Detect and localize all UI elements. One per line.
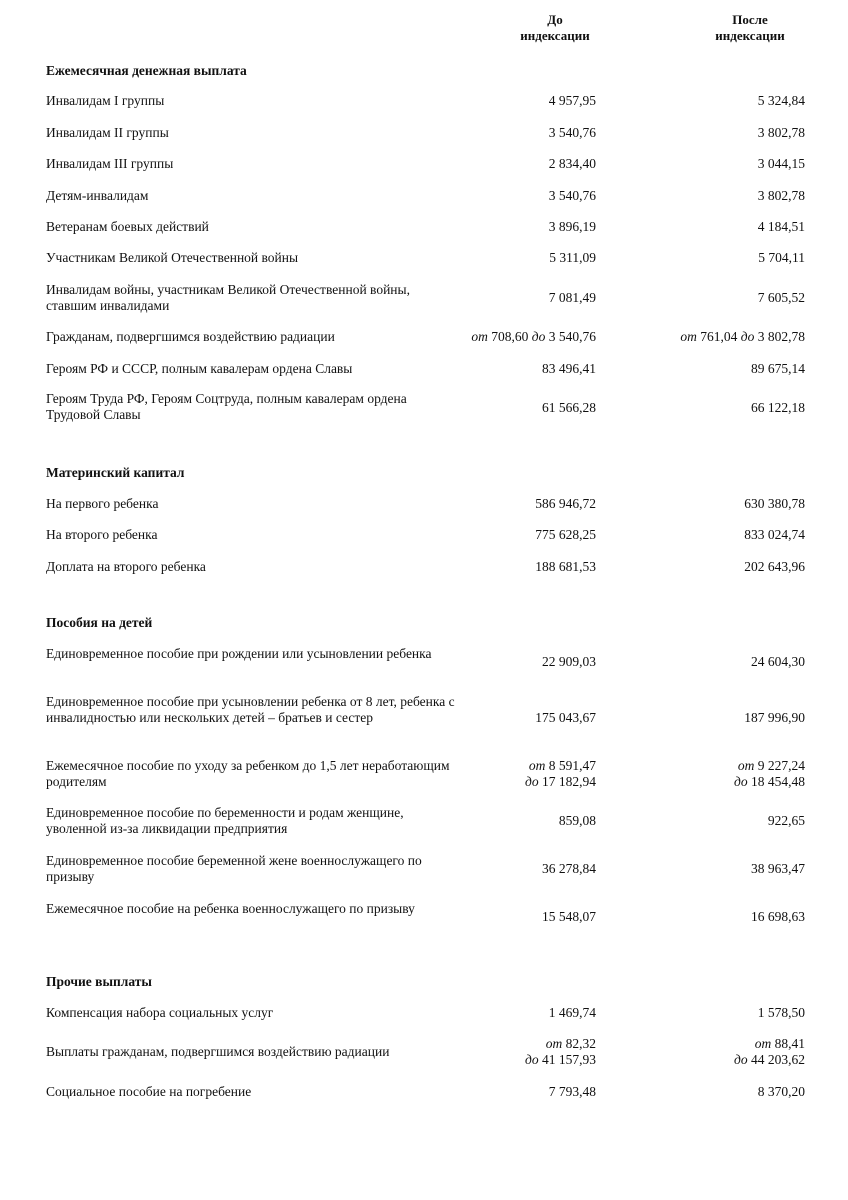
range-to-word: до — [525, 774, 539, 789]
value-before-range — [471, 329, 596, 345]
range-from-value: 708,60 — [491, 329, 529, 344]
row-label: Единовременное пособие по беременности и родам женщине, уволенной из-за ликвидации предприятия — [46, 805, 404, 836]
value-after: 3 802,78 — [757, 125, 805, 140]
value-before: 4 957,95 — [548, 93, 596, 108]
value-after: 187 996,90 — [744, 710, 805, 725]
value-before: 61 566,28 — [542, 400, 596, 415]
range-to-word: до — [734, 774, 748, 789]
value-before: 775 628,25 — [535, 527, 596, 542]
column-header-before-text: До индексации — [520, 12, 590, 43]
row-label: На второго ребенка — [46, 527, 158, 542]
row-label: Героям Труда РФ, Героям Соцтруда, полным кавалерам ордена Трудовой Славы — [46, 391, 407, 422]
range-to-value: 41 157,93 — [542, 1052, 596, 1067]
range-to-value: 44 203,62 — [751, 1052, 805, 1067]
row-label: Героям РФ и СССР, полным кавалерам ордена Славы — [46, 361, 353, 376]
range-from-word: от — [754, 1036, 772, 1051]
value-before: 3 896,19 — [548, 219, 596, 234]
row-label: Ежемесячное пособие по уходу за ребенком до 1,5 лет неработающим родителям — [46, 758, 450, 789]
value-before: 36 278,84 — [542, 861, 596, 876]
value-before: 586 946,72 — [535, 496, 596, 511]
value-after: 630 380,78 — [744, 496, 805, 511]
row-label: Единовременное пособие беременной жене военнослужащего по призыву — [46, 853, 422, 884]
row-label: Единовременное пособие при рождении или усыновлении ребенка — [46, 646, 432, 661]
range-to-value: 3 540,76 — [548, 329, 596, 344]
row-label: Единовременное пособие при усыновлении ребенка от 8 лет, ребенка с инвалидностью или нескольких детей – братьев и сестер — [46, 694, 455, 725]
section-title-other-payments: Прочие выплаты — [46, 974, 152, 989]
range-to-word: до — [531, 329, 546, 344]
range-to-value: 18 454,48 — [751, 774, 805, 789]
range-to-word: до — [525, 1052, 539, 1067]
value-after: 3 044,15 — [757, 156, 805, 171]
row-label: Гражданам, подвергшимся воздействию радиации — [46, 329, 335, 344]
value-before: 188 681,53 — [535, 559, 596, 574]
value-before: 3 540,76 — [548, 125, 596, 140]
value-after: 833 024,74 — [744, 527, 805, 542]
row-label: Доплата на второго ребенка — [46, 559, 206, 574]
row-label: Детям-инвалидам — [46, 188, 149, 203]
column-header-after — [690, 12, 810, 44]
range-from-value: 88,41 — [774, 1036, 805, 1051]
section-title-child-benefits: Пособия на детей — [46, 615, 153, 630]
value-before: 859,08 — [558, 813, 596, 828]
range-from-word: от — [471, 329, 488, 344]
value-after: 922,65 — [767, 813, 805, 828]
range-from-value: 8 591,47 — [548, 758, 596, 773]
value-after-range — [680, 329, 805, 345]
value-before: 83 496,41 — [542, 361, 596, 376]
range-from-value: 9 227,24 — [757, 758, 805, 773]
row-label: Инвалидам войны, участникам Великой Отечественной войны, ставшим инвалидами — [46, 282, 410, 313]
value-before-range — [525, 758, 596, 790]
value-after: 66 122,18 — [751, 400, 805, 415]
range-from-value: 82,32 — [565, 1036, 596, 1051]
range-to-value: 3 802,78 — [757, 329, 805, 344]
row-label: Инвалидам III группы — [46, 156, 174, 171]
value-after: 5 324,84 — [757, 93, 805, 108]
range-from-word: от — [737, 758, 755, 773]
value-after-range — [734, 1036, 805, 1068]
value-before: 1 469,74 — [548, 1005, 596, 1020]
value-after: 8 370,20 — [757, 1084, 805, 1099]
row-label: На первого ребенка — [46, 496, 159, 511]
row-label: Инвалидам I группы — [46, 93, 165, 108]
value-before: 2 834,40 — [548, 156, 596, 171]
range-to-value: 17 182,94 — [542, 774, 596, 789]
range-to-word: до — [740, 329, 755, 344]
row-label: Ветеранам боевых действий — [46, 219, 209, 234]
row-label: Участникам Великой Отечественной войны — [46, 250, 299, 265]
row-label: Инвалидам II группы — [46, 125, 169, 140]
value-before: 3 540,76 — [548, 188, 596, 203]
column-header-after-text: После индексации — [715, 12, 785, 43]
value-after-range — [734, 758, 805, 790]
value-after: 24 604,30 — [751, 654, 805, 669]
value-before-range — [525, 1036, 596, 1068]
value-before: 15 548,07 — [542, 909, 596, 924]
value-after: 4 184,51 — [757, 219, 805, 234]
value-after: 202 643,96 — [744, 559, 805, 574]
value-before: 5 311,09 — [549, 250, 596, 265]
value-before: 175 043,67 — [535, 710, 596, 725]
range-to-word: до — [734, 1052, 748, 1067]
section-title-maternity-capital: Материнский капитал — [46, 465, 185, 480]
section-title-monthly-payment: Ежемесячная денежная выплата — [46, 63, 247, 78]
row-label: Ежемесячное пособие на ребенка военнослужащего по призыву — [46, 901, 415, 916]
value-after: 1 578,50 — [757, 1005, 805, 1020]
row-label: Выплаты гражданам, подвергшимся воздействию радиации — [46, 1044, 390, 1059]
range-from-value: 761,04 — [700, 329, 738, 344]
range-from-word: от — [545, 1036, 563, 1051]
range-from-word: от — [680, 329, 697, 344]
value-before: 7 081,49 — [548, 290, 596, 305]
value-after: 3 802,78 — [757, 188, 805, 203]
row-label: Социальное пособие на погребение — [46, 1084, 252, 1099]
value-after: 16 698,63 — [751, 909, 805, 924]
value-after: 89 675,14 — [751, 361, 805, 376]
row-label: Компенсация набора социальных услуг — [46, 1005, 274, 1020]
value-after: 7 605,52 — [757, 290, 805, 305]
value-before: 7 793,48 — [548, 1084, 596, 1099]
range-from-word: от — [528, 758, 546, 773]
value-after: 5 704,11 — [758, 250, 805, 265]
value-after: 38 963,47 — [751, 861, 805, 876]
value-before: 22 909,03 — [542, 654, 596, 669]
column-header-before — [495, 12, 615, 44]
